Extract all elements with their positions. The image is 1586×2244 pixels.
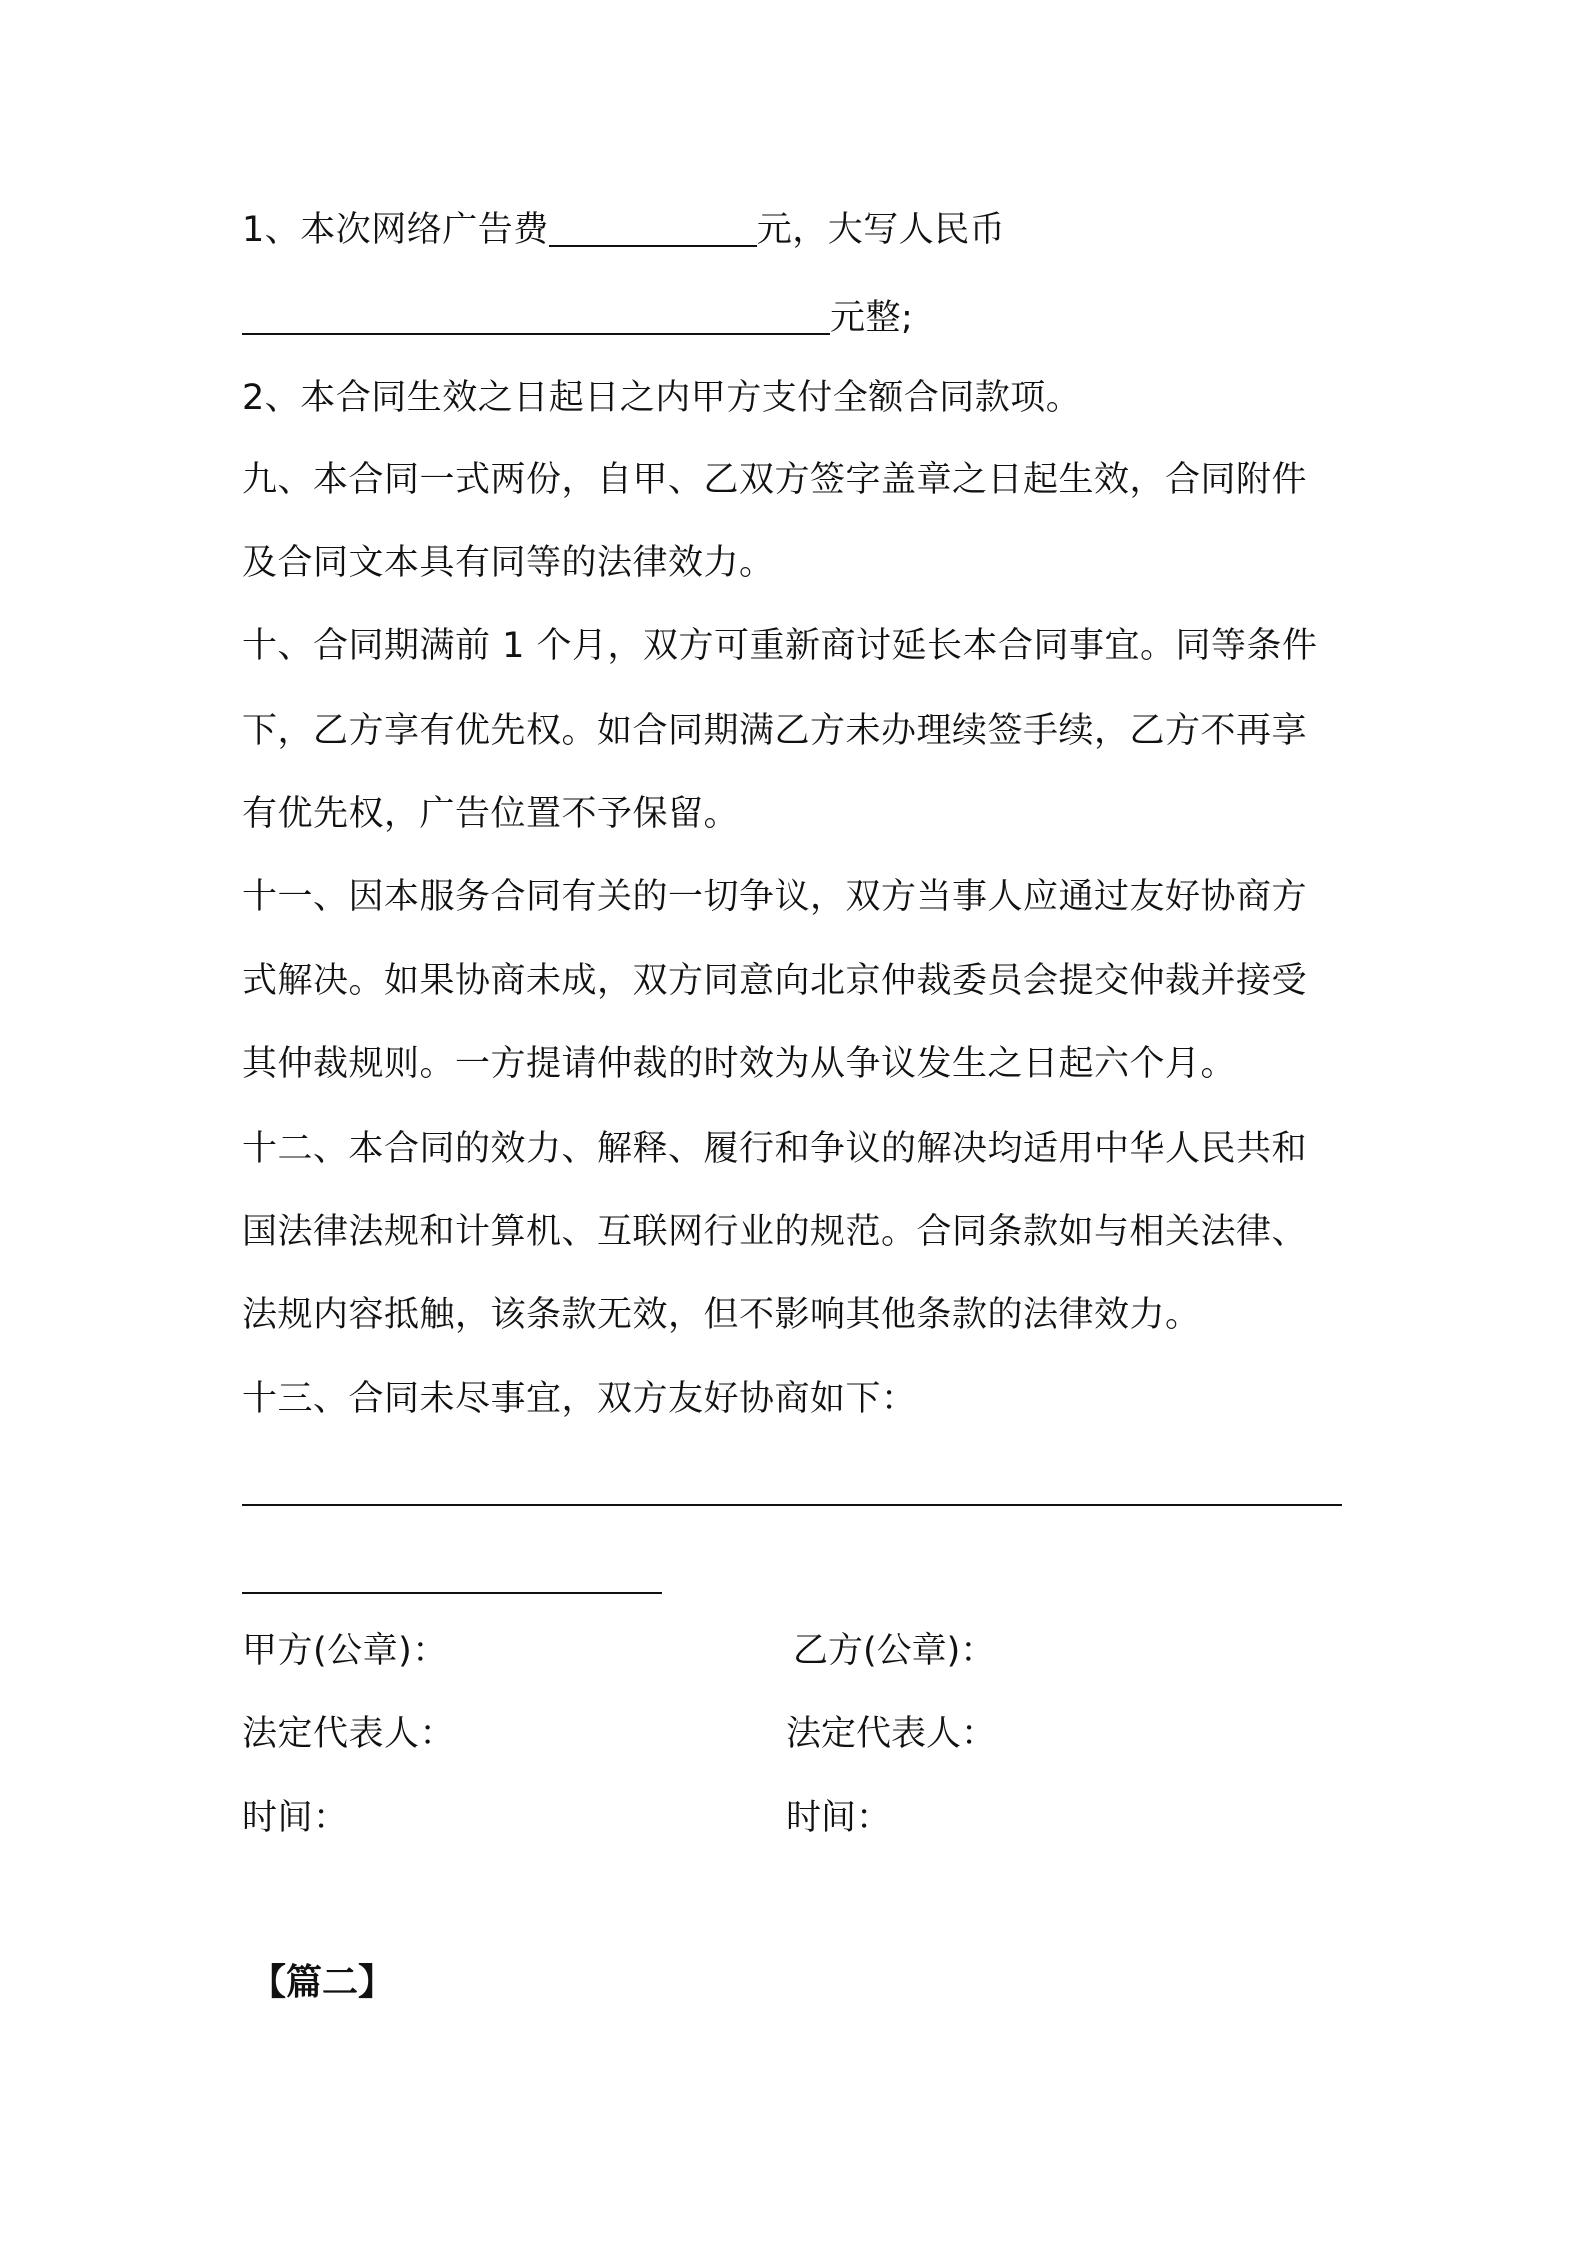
party-b-seal-label: 乙方(公章)：: [793, 1631, 996, 1671]
fee-amount-blank: [549, 207, 757, 247]
clause-nine-line-2: 及合同文本具有同等的法律效力。: [242, 543, 775, 583]
clause-nine-line-1: 九、本合同一式两份，自甲、乙双方签字盖章之日起生效，合同附件: [242, 460, 1308, 500]
clause-twelve-line-3: 法规内容抵触，该条款无效，但不影响其他条款的法律效力。: [242, 1295, 1201, 1335]
supplementary-terms-blank-line-1: [242, 1504, 1342, 1506]
party-b-time-label: 时间：: [786, 1798, 892, 1838]
party-a-seal-label: 甲方(公章)：: [242, 1631, 448, 1671]
clause-ten-line-2: 下，乙方享有优先权。如合同期满乙方未办理续签手续，乙方不再享: [242, 711, 1308, 751]
party-a-time-label: 时间：: [242, 1798, 349, 1838]
clause-eleven-line-3: 其仲裁规则。一方提请仲裁的时效为从争议发生之日起六个月。: [242, 1044, 1237, 1084]
clause-ten-line-1: 十、合同期满前 1 个月，双方可重新商讨延长本合同事宜。同等条件: [242, 626, 1318, 666]
clause-eleven-line-2: 式解决。如果协商未成，双方同意向北京仲裁委员会提交仲裁并接受: [242, 961, 1308, 1001]
party-b-representative-label: 法定代表人：: [786, 1714, 997, 1754]
fee-line: [242, 205, 1005, 255]
clause-eleven-line-1: 十一、因本服务合同有关的一切争议，双方当事人应通过友好协商方: [242, 877, 1308, 917]
clause-ten-line-3: 有优先权，广告位置不予保留。: [242, 794, 740, 834]
amount-words-line: [242, 293, 913, 343]
supplementary-terms-blank-line-2: [242, 1592, 662, 1594]
amount-words-blank: [242, 295, 830, 335]
fee-prefix: 1、本次网络广告费: [242, 210, 549, 250]
next-section-heading: 【篇二】: [250, 1962, 395, 2003]
payment-due-text: 2、本合同生效之日起日之内甲方支付全额合同款项。: [242, 378, 1082, 418]
clause-twelve-line-1: 十二、本合同的效力、解释、履行和争议的解决均适用中华人民共和: [242, 1129, 1308, 1169]
party-a-representative-label: 法定代表人：: [242, 1714, 456, 1754]
amount-words-suffix: 元整;: [830, 298, 914, 338]
clause-thirteen-line-1: 十三、合同未尽事宜，双方友好协商如下：: [242, 1379, 917, 1419]
fee-suffix: 元，大写人民币: [756, 210, 1006, 250]
clause-twelve-line-2: 国法律法规和计算机、互联网行业的规范。合同条款如与相关法律、: [242, 1212, 1308, 1252]
